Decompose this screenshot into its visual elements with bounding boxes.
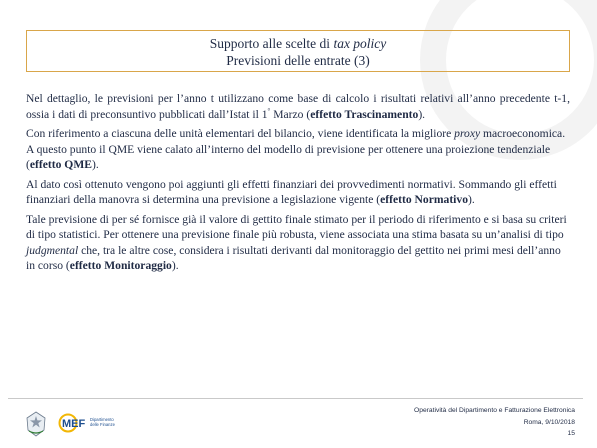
p2-text-a: Con riferimento a ciascuna delle unità elementari del bilancio, viene identificata la migliore [26, 127, 455, 140]
title-line-1 [27, 35, 569, 52]
title-prefix: Supporto alle scelte di [209, 36, 334, 51]
footer-date: Roma, 9/10/2018 [523, 418, 575, 426]
mef-subtitle-1: Dipartimento [90, 417, 114, 422]
paragraph-2 [26, 126, 570, 173]
paragraph-4 [26, 212, 570, 274]
p4-italic: judgmental [26, 243, 79, 257]
p1-bold: effetto Trascinamento [310, 107, 419, 121]
p2-italic: proxy [454, 127, 481, 140]
p1-text-b: Marzo ( [270, 107, 311, 121]
p4-text-c: ). [171, 259, 179, 272]
footer-event: Operatività del Dipartimento e Fatturazione Elettronica [414, 407, 575, 414]
p2-bold: effetto QME [29, 158, 92, 171]
p1-text-a: Nel dettaglio, le previsioni per l’anno t utilizzano come base di calcolo i risultati relativi all’anno precedente t-1, ossia i dati di preconsuntivo pubblicati dall’Istat il 1 [26, 92, 570, 121]
p4-bold: effetto Monitoraggio [69, 259, 172, 272]
p4-text-b: che, tra le altre cose, considera i risultati derivanti dal monitoraggio del gettito nei primi mesi dell’anno in corso ( [26, 243, 561, 272]
page-number: 15 [567, 430, 575, 437]
p3-text-b: ). [468, 193, 475, 206]
paragraph-1 [26, 91, 570, 122]
p4-text-a: Tale previsione di per sé fornisce già il valore di gettito finale stimato per il periodo di riferimento e si basa su criteri di tipo statistici. Per ottenere una previsione finale più robusta, viene associata una stima basata su un’analisi di tipo [26, 212, 567, 241]
paragraph-3 [26, 177, 570, 208]
p3-bold: effetto Normativo [380, 193, 469, 206]
p2-text-b: macroeconomica. A questo punto il QME viene calato all’interno del modello di previsione per ottenere una proiezione tendenziale ( [26, 127, 566, 171]
p2-text-c: ). [92, 158, 99, 171]
mef-subtitle-2: delle Finanze [90, 422, 115, 427]
slide-title [26, 30, 570, 72]
italian-emblem-icon [24, 410, 48, 438]
footer-divider [8, 398, 583, 399]
slide-body [26, 91, 570, 278]
footer-info [414, 405, 575, 440]
mef-text: MEF [62, 418, 86, 430]
title-line-2: Previsioni delle entrate (3) [226, 53, 370, 68]
p1-superscript: ° [267, 106, 271, 115]
p1-text-c: ). [418, 107, 426, 121]
p3-text-a: Al dato così ottenuto vengono poi aggiunti gli effetti finanziari dei provvedimenti normativi. Sommando gli effetti finanziari della manovra si determina una previsione a legislazione vigente ( [26, 177, 557, 206]
title-emphasis: tax policy [333, 36, 387, 51]
mef-logo [58, 413, 138, 433]
